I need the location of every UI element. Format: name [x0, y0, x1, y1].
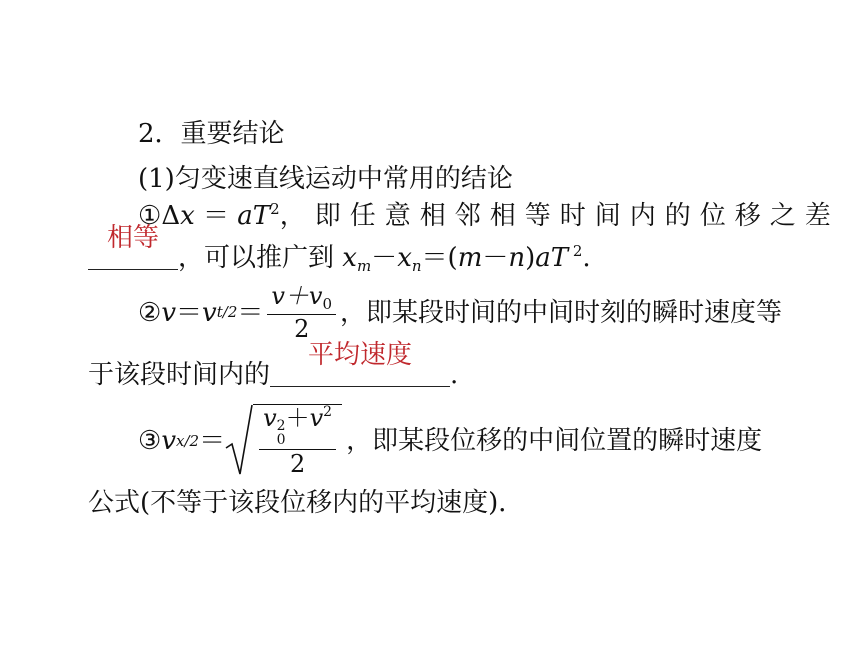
equals: ＝ [194, 201, 238, 231]
equals-paren: ＝( [421, 243, 458, 273]
fraction-denominator: 2 [294, 315, 310, 343]
conclusion-3-text: ，即某段位移的中间位置的瞬时速度 [346, 426, 763, 456]
sub-m: m [356, 257, 372, 275]
conclusion-2-text-2: 于该段时间内的 [88, 360, 271, 390]
sub-t2: t/2 [216, 303, 238, 321]
subheading: (1)匀变速直线运动中常用的结论 [138, 164, 513, 194]
equals: ＝ [199, 426, 226, 456]
var-xm: x [342, 243, 357, 273]
conclusion-2-line-1 [138, 284, 782, 341]
radical-sign-icon [225, 404, 253, 478]
circled-number-1: ① [138, 201, 162, 231]
conclusion-3-line-1 [138, 404, 762, 478]
conclusion-1-line-1 [138, 202, 840, 229]
conclusion-3-line-2: 公式(不等于该段位移内的平均速度)． [88, 488, 525, 518]
generalize-text: ，可以推广到 [178, 243, 343, 273]
var-x: x [180, 201, 195, 231]
var-m: m [457, 243, 483, 273]
answer-blank-2 [270, 340, 450, 387]
fraction-numerator: v 2 0 $+v^2$ [259, 405, 336, 450]
fraction-denominator: 2 [289, 450, 306, 478]
radicand [253, 404, 342, 478]
delta-symbol: Δ [161, 201, 181, 231]
var-aT-2: aT [535, 243, 569, 273]
exponent-2: 2 [568, 242, 583, 260]
close-paren: ) [525, 243, 536, 273]
sub-x2: x/2 [176, 431, 200, 450]
equals-2: ＝ [237, 297, 264, 328]
section-heading: 2．重要结论 [138, 119, 285, 149]
circled-number-3: ③ [138, 426, 162, 456]
var-n: n [508, 243, 526, 273]
period-2: . [450, 360, 459, 390]
conclusion-2-text: ，即某段时间的中间时刻的瞬时速度等 [340, 297, 783, 328]
var-aT: aT [237, 201, 271, 231]
minus-2: － [482, 243, 509, 273]
fraction-average [267, 284, 336, 341]
sub-n: n [411, 257, 422, 275]
minus: － [371, 243, 398, 273]
var-v: v [161, 297, 177, 328]
conclusion-1-line-2 [88, 223, 591, 275]
answer-1: 相等 [106, 223, 159, 253]
fraction-rms [259, 405, 336, 476]
period: . [582, 243, 591, 273]
answer-2: 平均速度 [308, 340, 413, 370]
conclusion-1-text: ，即任意相邻相等时间内的位移之差 [279, 201, 840, 231]
equals: ＝ [176, 297, 203, 328]
answer-blank-1 [88, 223, 178, 270]
square-root [225, 404, 342, 478]
var-xn: x [397, 243, 412, 273]
fraction-numerator: $v+v_0$ [267, 284, 336, 315]
var-v: v [161, 426, 177, 456]
conclusion-2-line-2 [88, 340, 459, 390]
var-vt2: v [202, 297, 217, 328]
circled-number-2: ② [138, 297, 162, 328]
exponent: 2 [270, 200, 280, 218]
